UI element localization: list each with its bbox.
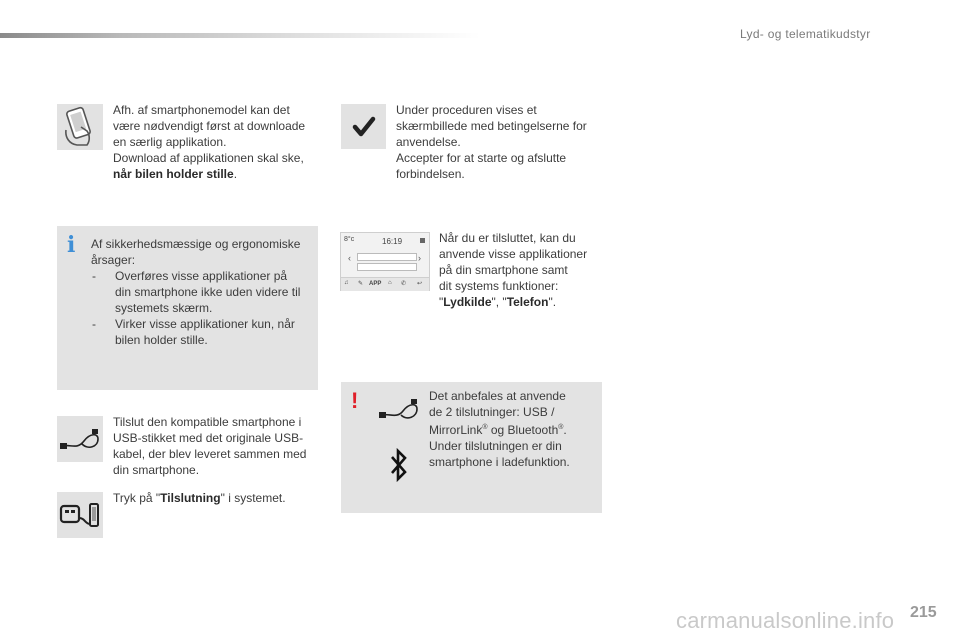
connected-separator: ", " xyxy=(491,295,507,309)
info-intro-2: årsager: xyxy=(91,253,136,267)
press-post: " i systemet. xyxy=(220,491,286,505)
connected-line-2: anvende visse applikationer xyxy=(439,247,588,261)
warning-line-4: Under tilslutningen er din xyxy=(429,439,562,453)
download-line-5-end: . xyxy=(233,167,238,181)
smartphone-hand-icon-box xyxy=(57,104,103,150)
info-item-1-line-1: Overføres visse applikationer på xyxy=(115,269,288,283)
usb-line-3: kabel, der blev leveret sammen med xyxy=(113,447,307,461)
screen-field-1 xyxy=(357,253,417,261)
check-icon-box xyxy=(341,104,386,149)
download-line-3: en særlig applikation. xyxy=(113,135,227,149)
download-bold: når bilen holder stille xyxy=(113,167,234,181)
usb-cable-icon xyxy=(377,393,421,427)
usb-text xyxy=(113,414,323,478)
download-text xyxy=(113,102,323,182)
info-list-item-1 xyxy=(91,268,313,316)
registered-mark: ® xyxy=(482,424,488,431)
page-number: 215 xyxy=(910,604,937,621)
download-line-2: være nødvendigt først at downloade xyxy=(113,119,306,133)
procedure-line-5: forbindelsen. xyxy=(396,167,465,181)
info-list-item-2 xyxy=(91,316,313,348)
usb-cable-icon-box xyxy=(57,416,103,462)
watermark: carmanualsonline.info xyxy=(676,608,895,633)
warning-mirrorlink: MirrorLink xyxy=(429,423,483,437)
connected-quote-close: ". xyxy=(548,295,557,309)
connected-telefon: Telefon xyxy=(506,295,549,309)
screen-back-icon: ↩ xyxy=(417,281,423,287)
warning-line-2: de 2 tilslutninger: USB / xyxy=(429,405,555,419)
download-line-5 xyxy=(113,166,323,182)
screen-next-icon: › xyxy=(418,253,421,263)
connected-text xyxy=(439,230,609,310)
list-dash: - xyxy=(92,317,96,331)
list-dash: - xyxy=(92,269,96,283)
connected-line-5 xyxy=(439,294,609,310)
connected-quote-open: " xyxy=(439,295,444,309)
check-icon xyxy=(341,104,386,149)
exclamation-icon: ! xyxy=(351,388,359,413)
usb-line-1: Tilslut den kompatible smartphone i xyxy=(113,415,302,429)
info-item-2-line-2: bilen holder stille. xyxy=(115,333,208,347)
info-intro-1: Af sikkerhedsmæssige og ergonomiske xyxy=(91,237,301,251)
warning-line-1: Det anbefales at anvende xyxy=(429,389,566,403)
connected-line-1: Når du er tilsluttet, kan du xyxy=(439,231,576,245)
screen-nav-icon: ✎ xyxy=(358,281,364,287)
bluetooth-icon xyxy=(389,448,409,482)
warning-bluetooth: og Bluetooth xyxy=(487,423,559,437)
screen-home-icon: ⌂ xyxy=(388,280,392,286)
procedure-line-2: skærmbillede med betingelserne for xyxy=(396,119,587,133)
screen-app-label: APP xyxy=(369,281,382,287)
usb-line-2: USB-stikket med det originale USB- xyxy=(113,431,304,445)
section-title: Lyd- og telematikudstyr xyxy=(740,27,871,41)
screen-bottom-bar xyxy=(341,277,429,291)
warning-text xyxy=(429,388,599,470)
info-item-1-line-2: din smartphone ikke uden videre til xyxy=(115,285,301,299)
screen-clock: 16:19 xyxy=(382,237,403,246)
info-text xyxy=(91,236,313,348)
registered-mark: ® xyxy=(558,424,564,431)
procedure-line-3: anvendelse. xyxy=(396,135,461,149)
info-item-1-line-3: systemets skærm. xyxy=(115,301,213,315)
screen-field-2 xyxy=(357,263,417,271)
head-unit-screen xyxy=(340,232,430,291)
connection-icon xyxy=(57,492,103,538)
screen-status-icon xyxy=(420,238,425,243)
info-icon: i xyxy=(67,232,76,258)
info-list xyxy=(91,268,313,348)
connection-icon-box xyxy=(57,492,103,538)
procedure-line-4: Accepter for at starte og afslutte xyxy=(396,151,567,165)
connected-lydkilde: Lydkilde xyxy=(443,295,492,309)
usb-cable-icon xyxy=(57,416,103,462)
procedure-text xyxy=(396,102,606,182)
warning-line-3 xyxy=(429,420,599,438)
connected-line-4: dit systems funktioner: xyxy=(439,279,559,293)
warning-line-3-end: . xyxy=(563,423,567,437)
warning-line-5: smartphone i ladefunktion. xyxy=(429,455,570,469)
warning-panel xyxy=(341,382,602,513)
download-line-4: Download af applikationen skal ske, xyxy=(113,151,304,165)
download-line-1: Afh. af smartphonemodel kan det xyxy=(113,103,290,117)
info-panel xyxy=(57,226,318,390)
screen-prev-icon: ‹ xyxy=(348,253,351,263)
screen-temperature: 8°c xyxy=(344,236,355,243)
press-tilslutning: Tilslutning xyxy=(160,491,221,505)
usb-line-4: din smartphone. xyxy=(113,463,200,477)
press-pre: Tryk på " xyxy=(113,491,161,505)
header-gradient-bar xyxy=(0,33,480,38)
connected-line-3: på din smartphone samt xyxy=(439,263,568,277)
screen-music-icon: ♫ xyxy=(344,280,349,286)
screen-phone-icon: ✆ xyxy=(401,281,407,287)
press-text xyxy=(113,490,323,506)
procedure-line-1: Under proceduren vises et xyxy=(396,103,537,117)
info-item-2-line-1: Virker visse applikationer kun, når xyxy=(115,317,295,331)
smartphone-hand-icon xyxy=(57,104,103,150)
